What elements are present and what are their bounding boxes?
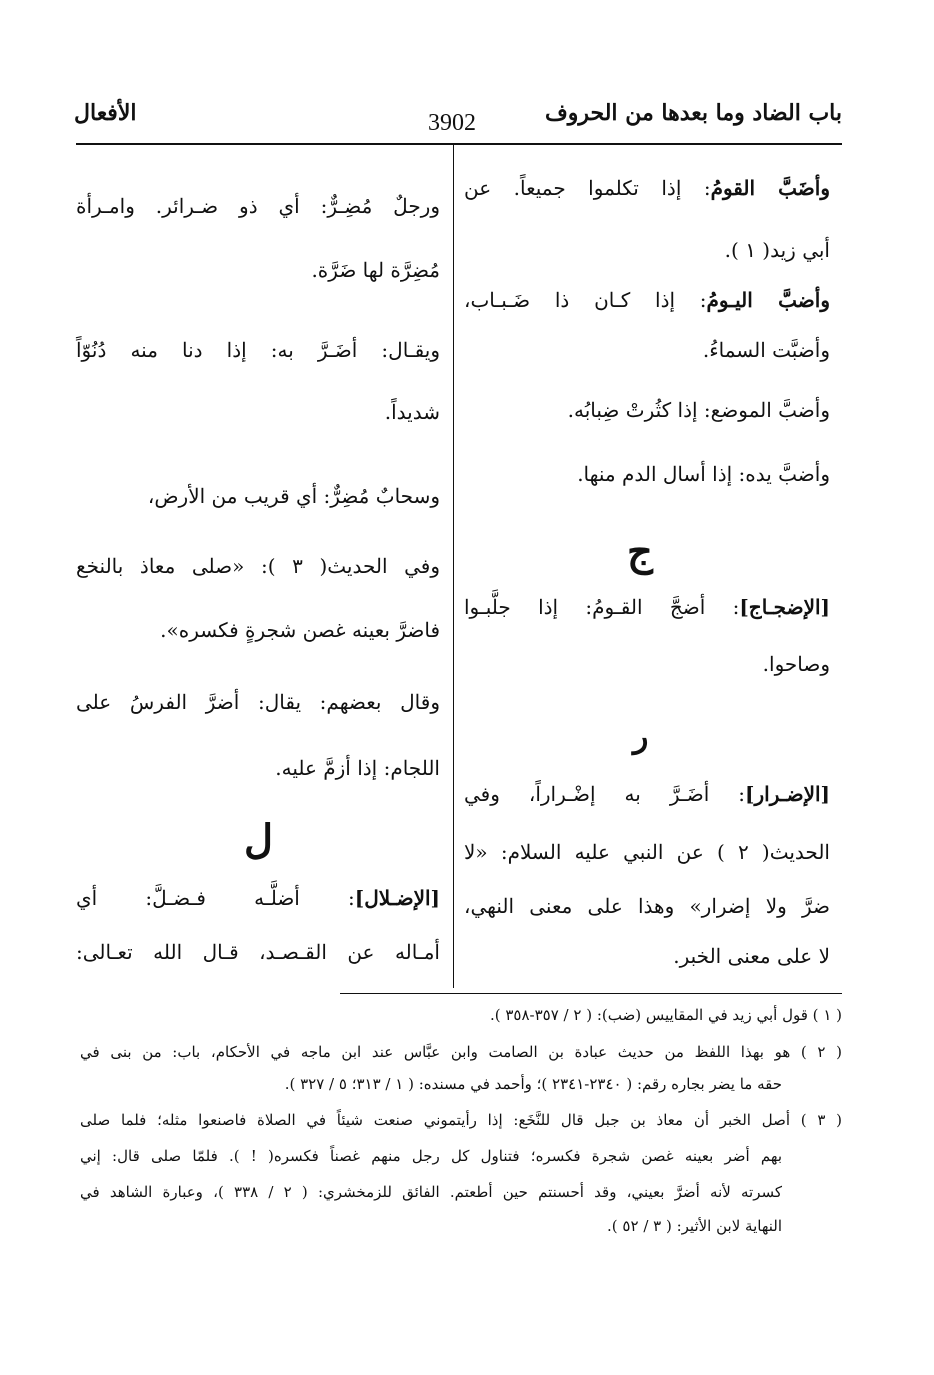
- footnote-1: ( ١ ) قول أبي زيد في المقاييس (ضب): ( ٢ / ٣٥٧-٣٥٨ ).: [489, 1006, 842, 1024]
- section-letter-lam: ل: [244, 816, 274, 863]
- footnote-3-line-3: كسرته لأنه أضرَّ بعيني، وقد أحسنتم حين أطعتم. الفائق للزمخشري: ( ٢ / ٣٣٨ )، وعبارة الشاهد في: [80, 1183, 783, 1201]
- header-rule: [76, 143, 842, 145]
- footnote-rule: [340, 993, 842, 994]
- right-line-6: وأضبَّ يده: إذا أسال الدم منها.: [577, 462, 830, 486]
- left-line-11: أمـاله عن القـصـد، قـال الله تعـالى:: [76, 940, 440, 964]
- footnote-3-line-4: النهاية لابن الأثير: ( ٣ / ٥٢ ).: [607, 1217, 782, 1235]
- right-line-1: وأضَبَّ القومُ: إذا تكلموا جميعاً. عن: [464, 176, 830, 200]
- section-title: الأفعال: [74, 100, 137, 126]
- section-letter-jim: ج: [627, 528, 653, 575]
- right-line-4: وأضبَّت السماءُ.: [702, 338, 830, 362]
- left-line-6: وفي الحديث( ٣ ): «صلى معاذ بالنخع: [76, 554, 441, 578]
- right-line-11: ضرَّ ولا إضرار» وهذا على معنى النهي،: [464, 894, 830, 918]
- right-line-3: وأضبَّ اليـومُ: إذا كـان ذا ضَـبـاب،: [464, 288, 830, 312]
- right-line-10: الحديث( ٢ ) عن النبي عليه السلام: «لا: [464, 840, 830, 864]
- chapter-title: باب الضاد وما بعدها من الحروف: [544, 100, 842, 126]
- left-line-7: فاضرَّ بعينه غصن شجرةٍ فكسره».: [160, 618, 440, 642]
- column-divider: [453, 145, 454, 988]
- left-line-3: ويقـال: أضَـرَّ به: إذا دنا منه دُنُوّاً: [76, 338, 440, 362]
- left-line-10: [الإضـلال]: أضلَّـه فـضـلَّ: أي: [76, 886, 440, 910]
- footnote-2-line-1: ( ٢ ) هو بهذا اللفظ من حديث عبادة بن الصامت وابن عبَّاس عند ابن ماجه في الأحكام، باب: من بنى في: [80, 1043, 842, 1061]
- left-line-2: مُضِرَّة لها ضَرَّة.: [311, 258, 440, 282]
- section-letter-ra: ر: [633, 717, 649, 755]
- left-line-9: اللجام: إذا أزمَّ عليه.: [275, 756, 440, 780]
- right-line-12: لا على معنى الخبر.: [673, 944, 830, 968]
- footnote-3-line-1: ( ٣ ) أصل الخبر أن معاذ بن جبل قال للنَّخَع: إذا رأيتموني صنعت شيئاً في الصلاة فاصنعوا مثله؛ فلما صلى: [80, 1111, 843, 1129]
- left-line-1: ورجلٌ مُضِـرٌّ: أي ذو ضـرائر. وامـرأة: [76, 194, 440, 218]
- page-number: 3902: [428, 110, 476, 136]
- footnote-3-line-2: بهم أضر بعينه غصن شجرة فكسره؛ فتناول كل رجل منهم غصناً فكسره( ! ). فلمّا صلى قال: إني: [80, 1147, 782, 1165]
- left-line-8: وقال بعضهم: يقال: أضرَّ الفرسُ على: [76, 690, 440, 714]
- right-line-8: وصاحوا.: [762, 652, 830, 676]
- right-line-2: أبي زيد( ١ ).: [724, 238, 830, 262]
- left-line-5: وسحابٌ مُضِرٌّ: أي قريب من الأرض،: [147, 484, 440, 508]
- footnote-2-line-2: حقه ما يضر بجاره رقم: ( ٢٣٤٠-٢٣٤١ )؛ وأحمد في مسنده: ( ١ / ٣١٣؛ ٥ / ٣٢٧ ).: [284, 1075, 782, 1093]
- right-line-7: [الإضجـاج]: أضجَّ القـومُ: إذا جلَّبـوا: [464, 595, 830, 619]
- right-line-9: [الإضـرار]: أضَـرَّ به إضْـراراً، وفي: [464, 782, 830, 806]
- right-line-5: وأضبَّ الموضع: إذا كثُرتْ ضِبابُه.: [567, 398, 830, 422]
- left-line-4: شديداً.: [384, 400, 440, 424]
